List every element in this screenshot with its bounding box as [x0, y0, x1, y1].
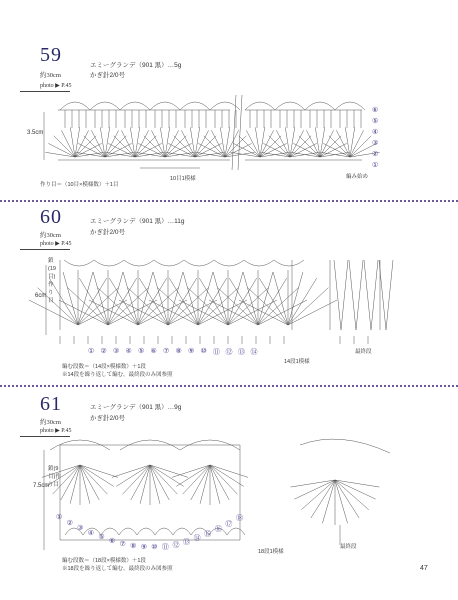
chain-arch [244, 260, 274, 266]
height-dimension: 3.5cm [27, 130, 44, 136]
mesh-stitch [364, 260, 378, 330]
shell-stitch [49, 278, 78, 325]
chain-arch [173, 528, 191, 535]
picot-arch [245, 102, 275, 110]
row-number: ① [372, 162, 379, 169]
pattern-size: 約30cm [40, 232, 61, 239]
picot-arch [150, 102, 180, 110]
row-number: ③ [77, 524, 84, 532]
pineapple-stitch [70, 465, 80, 504]
shell-stitch [29, 300, 78, 325]
height-dimension: 7.5cm [33, 483, 50, 489]
chain-arch [155, 528, 173, 535]
shell-stitch [198, 288, 238, 325]
shell-stitch [258, 288, 298, 325]
row-number: ⑤ [98, 534, 105, 542]
chain-arch [64, 260, 94, 266]
shell-stitch [128, 288, 168, 325]
shell-stitch [38, 288, 78, 325]
shell-stitch [68, 288, 108, 325]
hook-info: かぎ針2/0号 [90, 72, 126, 79]
pineapple-stitch [150, 465, 160, 504]
shell-stitch [168, 288, 208, 325]
shell-stitch [248, 288, 288, 325]
crochet-chart-59 [0, 0, 458, 200]
pineapple-stitch [80, 465, 90, 504]
yarn-info: エミーグランデ（901 黒）…5g [90, 62, 182, 69]
row-number: ⑯ [214, 525, 222, 533]
rows-formula: 編む段数＝（14段×模様数）＋1段 [62, 364, 146, 370]
shell-stitch [98, 288, 138, 325]
break-mark [238, 95, 242, 170]
pattern-60 [0, 200, 458, 385]
rows-remark: ※18段を繰り返して編む。最終段のみ図参照 [62, 566, 173, 572]
pattern-61 [0, 385, 458, 600]
hook-info: かぎ針2/0号 [90, 229, 126, 236]
photo-ref: photo ▶ P.45 [40, 428, 72, 434]
break-mark [232, 95, 236, 170]
row-number: ② [372, 151, 379, 158]
row-number: ⑥ [108, 537, 116, 545]
row-number: ⑥ [372, 107, 379, 114]
photo-ref: photo ▶ P.45 [40, 241, 72, 247]
chain-arch [184, 260, 214, 266]
chain-arch [124, 260, 154, 266]
row-number: ⑭ [193, 535, 201, 543]
chain-note: 作り目＝（10目×模様数）＋1目 [40, 182, 119, 188]
picot-arch [60, 102, 90, 110]
pattern-size: 約30cm [40, 419, 61, 426]
picot-arch [305, 102, 335, 110]
row-number: ⑨ [188, 348, 195, 355]
start-label: 編み始め [346, 174, 369, 180]
row-number: ⑥ [150, 348, 157, 355]
row-number: ⑬ [183, 538, 191, 546]
pattern-59 [0, 0, 458, 200]
row-number: ⑭ [250, 349, 258, 356]
picot-arch [120, 102, 150, 110]
row-number: ⑰ [225, 520, 233, 528]
row-number: ⑤ [138, 348, 145, 355]
repeat-label: 18段1模様 [258, 549, 284, 555]
pineapple-stitch [210, 465, 220, 504]
row-number: ① [88, 348, 95, 355]
row-number: ⑨ [140, 543, 147, 551]
hook-info: かぎ針2/0号 [90, 415, 126, 422]
row-number: ② [66, 519, 73, 527]
yarn-info: エミーグランデ（901 黒）…9g [90, 404, 182, 411]
row-number: ⑫ [172, 541, 180, 549]
mesh-stitch [334, 260, 348, 330]
row-number: ④ [87, 529, 95, 537]
shell-stitch [350, 136, 371, 157]
crochet-chart-60 [0, 200, 458, 385]
last-row-label: 最終段 [355, 349, 372, 355]
shell-stitch [54, 136, 75, 157]
shell-stitch [138, 288, 178, 325]
row-number: ⑱ [236, 515, 243, 522]
rows-formula: 編む段数＝（18段×模様数）＋1段 [62, 558, 146, 564]
chain-arch [94, 260, 124, 266]
shell-stitch [228, 288, 268, 325]
repeat-label: 14段1模様 [284, 359, 310, 365]
pineapple-stitch [140, 465, 150, 504]
picot-arch [180, 102, 210, 110]
shell-stitch [288, 278, 317, 325]
shell-stitch [218, 288, 258, 325]
shell-stitch [239, 136, 260, 157]
row-number: ⑦ [163, 348, 170, 355]
pineapple-stitch [200, 465, 210, 504]
mesh-stitch [349, 260, 363, 330]
shell-stitch [78, 288, 118, 325]
shell-stitch [108, 288, 148, 325]
start-side-label: 鎖(9目)作り目 [48, 466, 61, 488]
row-number: ④ [125, 348, 132, 355]
row-number: ⑪ [213, 349, 220, 356]
chain-arch [154, 260, 184, 266]
chain-arch [119, 528, 137, 535]
picot-arch [275, 102, 305, 110]
row-number: ⑧ [175, 348, 182, 355]
chain-arch [227, 528, 245, 535]
last-row-label: 最終段 [340, 544, 357, 550]
row-number: ④ [372, 129, 379, 136]
shell-stitch [158, 288, 198, 325]
shell-stitch [225, 136, 246, 157]
chain-arch [274, 260, 304, 266]
row-number: ⑤ [372, 118, 379, 125]
row-number: ⑪ [161, 543, 169, 551]
start-side-label: 鎖(19目)作り目 [48, 258, 56, 304]
chain-arch [137, 528, 155, 535]
pattern-number: 59 [40, 44, 62, 66]
page-number: 47 [420, 565, 428, 572]
shell-stitch [188, 288, 228, 325]
chain-arch [214, 260, 244, 266]
shell-stitch [288, 272, 303, 325]
scallop-arch [300, 439, 390, 453]
photo-ref: photo ▶ P.45 [40, 83, 72, 89]
row-number: ① [56, 514, 63, 521]
repeat-label: 10目1模様 [170, 176, 196, 182]
pattern-number: 61 [40, 393, 62, 415]
row-number: ③ [372, 140, 379, 147]
shell-stitch [288, 300, 337, 325]
row-number: ⑦ [119, 540, 126, 548]
height-dimension: 6cm [35, 293, 47, 299]
mesh-stitch [379, 260, 393, 330]
row-number: ⑩ [151, 543, 158, 551]
pattern-size: 約30cm [40, 72, 61, 79]
row-number: ③ [113, 348, 120, 355]
yarn-info: エミーグランデ（901 黒）…11g [90, 218, 185, 225]
row-number: ⑮ [204, 530, 212, 538]
row-number: ⑬ [238, 349, 245, 356]
pattern-number: 60 [40, 206, 62, 228]
picot-arch [90, 102, 120, 110]
row-number: ⑧ [130, 542, 137, 550]
row-number: ⑩ [200, 348, 207, 355]
row-number: ⑫ [225, 349, 233, 356]
picot-arch [335, 102, 365, 110]
row-number: ② [100, 348, 107, 355]
shell-stitch [63, 272, 78, 325]
pineapple-stitch [322, 480, 335, 523]
rows-remark: ※14段を繰り返して編む。最終段のみ図参照 [62, 372, 173, 378]
pineapple-stitch [335, 480, 348, 523]
shell-stitch [288, 288, 328, 325]
